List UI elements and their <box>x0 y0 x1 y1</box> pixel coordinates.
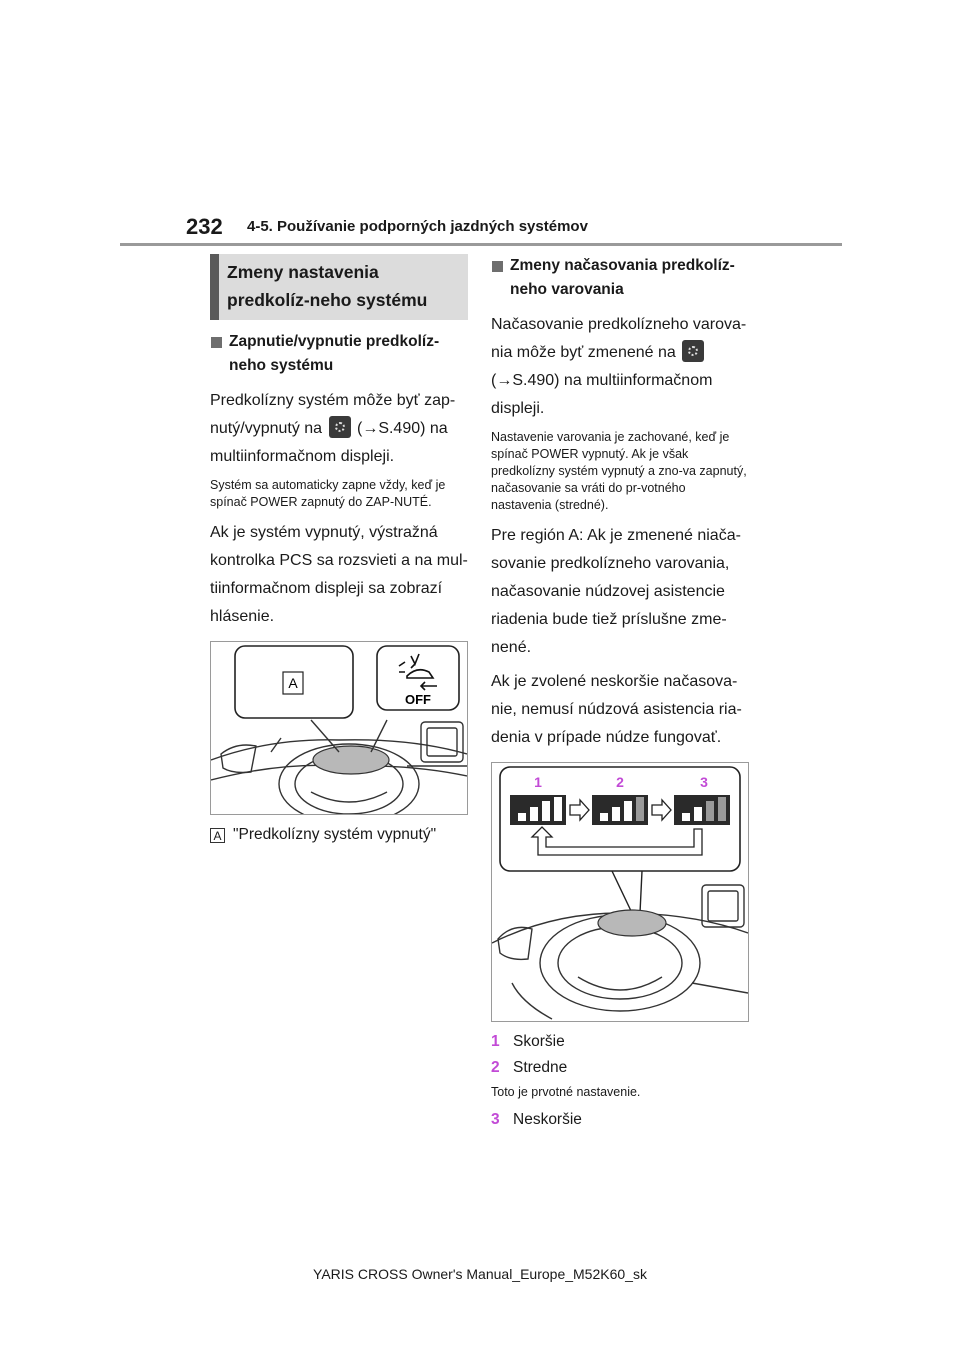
timing-number-2: 2 <box>616 774 624 790</box>
paragraph-warning-light: Ak je systém vypnutý, výstražná kontrolka PCS sa rozsvieti a na mul-tiinformačnom displeji sa zobrazí hlásenie. <box>210 524 468 625</box>
note-auto-on: Systém sa automaticky zapne vždy, keď je spínač POWER zapnutý do ZAP-NUTÉ. <box>210 478 446 509</box>
settings-gear-icon <box>682 340 704 362</box>
left-column <box>210 254 468 849</box>
right-column <box>491 254 749 1134</box>
note-setting-kept: Nastavenie varovania je zachované, keď je spínač POWER vypnutý. Ak je však predkolízny systém vypnutý a zno-va zapnutý, načasovanie sa vráti do pr-votného nastavenia (stredné). <box>491 430 747 512</box>
timing-number-3: 3 <box>700 774 708 790</box>
page-number: 232 <box>186 214 223 239</box>
subheading-pcs-on-off <box>210 330 468 378</box>
section-title: Zmeny nastavenia predkolíz-neho systému <box>210 254 468 320</box>
subheading-text: Zapnutie/vypnutie predkolíz-neho systému <box>229 333 440 374</box>
legend-item-3 <box>491 1108 749 1132</box>
callout-label-a: A <box>288 675 298 691</box>
paragraph-text: (→S.490) na multiinformačnom displeji. <box>491 372 713 417</box>
paragraph-text: Načasovanie predkolízneho varova-nia môže byť zmenené na <box>491 316 747 361</box>
settings-gear-icon <box>329 416 351 438</box>
legend-a-mark: A <box>210 828 225 843</box>
timing-level-middle <box>592 795 648 825</box>
paragraph-toggle <box>210 387 468 471</box>
legend-number: 2 <box>491 1059 500 1076</box>
legend-number: 3 <box>491 1111 500 1128</box>
legend-text: Stredne <box>513 1059 568 1076</box>
subheading-warning-timing <box>491 254 749 302</box>
footer-manual-id: YARIS CROSS Owner's Manual_Europe_M52K60_sk <box>313 1266 647 1282</box>
chapter-title: 4-5. Používanie podporných jazdných systémov <box>247 218 588 235</box>
legend-item-1 <box>491 1030 749 1054</box>
paragraph-region-a: Pre región A: Ak je zmenené niača-sovanie predkolízneho varovania, načasovanie núdzovej asistencie riadenia bude tiež príslušne zme-nené. <box>491 527 741 656</box>
dashboard-illustration-timing <box>492 763 748 1021</box>
subheading-text: Zmeny načasovania predkolíz-neho varovania <box>510 257 735 298</box>
square-bullet-icon <box>211 337 222 348</box>
legend-text: Neskoršie <box>513 1111 582 1128</box>
header-rule <box>120 243 842 246</box>
paragraph-text: Predkolízny systém môže byť zap-nutý/vypnutý na <box>210 392 456 437</box>
figure-pcs-off <box>210 641 468 815</box>
square-bullet-icon <box>492 261 503 272</box>
paragraph-timing <box>491 311 749 423</box>
figure-warning-timing <box>491 762 749 1022</box>
paragraph-text: (→S.490) na multiinformačnom displeji. <box>210 420 448 465</box>
dashboard-illustration-pcs-off <box>211 642 467 814</box>
pcs-off-text: OFF <box>405 692 431 707</box>
legend-text: Skoršie <box>513 1033 565 1050</box>
legend-number: 1 <box>491 1033 500 1050</box>
paragraph-later-timing: Ak je zvolené neskoršie načasova-nie, nemusí núdzová asistencia ria-denia v prípade núdze fungovať. <box>491 673 742 746</box>
legend-item-2 <box>491 1056 749 1080</box>
timing-level-late <box>674 795 730 825</box>
timing-number-1: 1 <box>534 774 542 790</box>
timing-level-early <box>510 795 566 825</box>
legend-note-default: Toto je prvotné nastavenie. <box>491 1085 641 1099</box>
legend-a-text: "Predkolízny systém vypnutý" <box>233 826 437 843</box>
legend-a <box>210 823 468 847</box>
